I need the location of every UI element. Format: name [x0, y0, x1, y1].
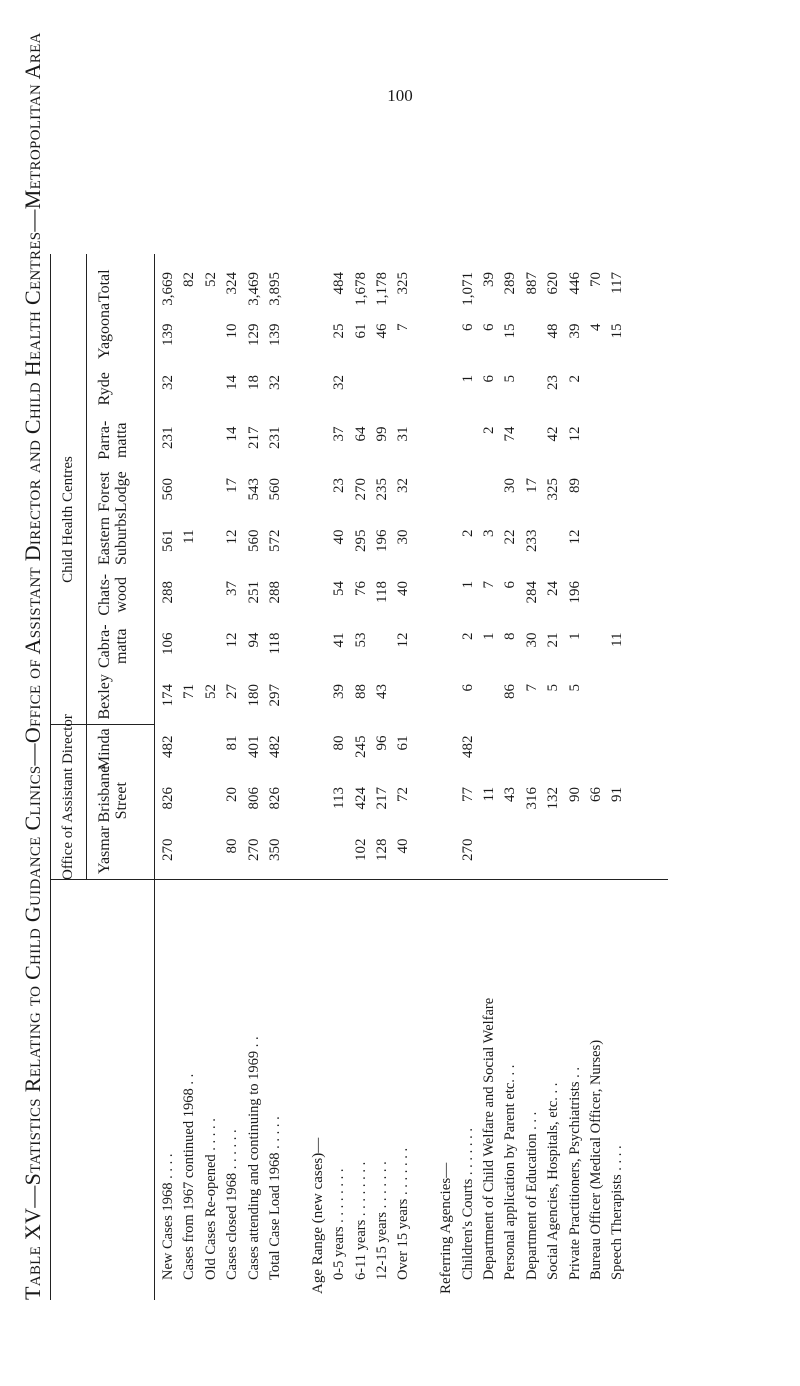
table-cell: 20: [224, 787, 241, 802]
leader-dots: . .: [181, 1073, 198, 1089]
row-label-text: Cases from 1967 continued 1968: [181, 1088, 198, 1280]
row-label: [374, 1161, 391, 1294]
table-cell: 174: [160, 684, 176, 707]
row-label: [567, 1067, 584, 1294]
table-cell: 288: [160, 581, 176, 604]
table-cell: 94: [245, 632, 262, 648]
row-label: [588, 1040, 605, 1294]
table-cell: 81: [224, 735, 241, 751]
table-cell: 117: [609, 272, 626, 294]
table-cell: 12: [224, 529, 241, 545]
table-cell: 30: [395, 529, 412, 545]
table-cell: 350: [267, 838, 283, 861]
table-cell: 251: [245, 581, 262, 604]
row-label-text: Referring Agencies—: [438, 1162, 455, 1294]
table-cell: 806: [245, 787, 262, 810]
table-cell: 2: [566, 375, 583, 383]
table-cell: 6: [459, 684, 476, 692]
table-cell: 316: [523, 787, 540, 810]
column-header: Chats-wood: [96, 573, 130, 616]
row-label-text: 0-5 years: [331, 1226, 348, 1280]
table-cell: 324: [224, 272, 241, 295]
table-cell: 270: [352, 478, 369, 501]
table-cell: 15: [502, 323, 519, 339]
table-cell: 7: [481, 581, 497, 589]
table-cell: 288: [267, 581, 283, 604]
table-cell: 39: [566, 323, 583, 339]
table-cell: 572: [267, 529, 283, 552]
row-label-text: Cases closed 1968: [224, 1172, 241, 1280]
table-cell: 1,178: [374, 272, 390, 306]
leader-dots: . .: [245, 1036, 262, 1051]
row-label: [203, 1118, 220, 1294]
table-cell: 8: [502, 632, 519, 640]
table-cell: 14: [224, 426, 241, 442]
table-cell: 37: [224, 581, 241, 596]
table-cell: 99: [374, 426, 390, 442]
table-cell: 401: [245, 735, 262, 758]
table-cell: 30: [502, 478, 519, 493]
row-label-text: Social Agencies, Hospitals, etc.: [545, 1097, 562, 1280]
table-cell: 52: [202, 272, 219, 287]
row-label-text: 12-15 years: [374, 1211, 390, 1280]
row-label-text: Total Case Load 1968: [267, 1152, 283, 1280]
group-header-rule: [86, 254, 87, 880]
table-cell: 560: [267, 478, 283, 501]
table-cell: 325: [545, 478, 562, 501]
table-cell: 32: [395, 478, 412, 493]
leader-dots: . . . . .: [202, 1118, 219, 1155]
row-label: [481, 998, 498, 1294]
table-cell: 46: [374, 323, 390, 339]
column-header: Brisbane Street: [96, 765, 130, 823]
table-cell: 446: [566, 272, 583, 295]
table-cell: 561: [160, 529, 176, 552]
table-cell: 40: [331, 529, 348, 545]
table-cell: 24: [545, 581, 562, 596]
table-cell: 64: [352, 426, 369, 442]
section-label: [310, 1138, 327, 1294]
table-cell: 620: [545, 272, 562, 295]
page-number: 100: [387, 86, 413, 105]
column-header: Yagoona: [96, 302, 113, 359]
table-cell: 71: [181, 684, 198, 699]
table-cell: 80: [224, 838, 241, 854]
leader-dots: . .: [566, 1066, 583, 1082]
table-cell: 12: [224, 632, 241, 648]
table-cell: 270: [459, 838, 476, 861]
table-cell: 41: [331, 632, 348, 648]
table-cell: 196: [566, 581, 583, 604]
group-header: Child Health Centres: [60, 456, 76, 583]
row-label: [502, 1065, 519, 1294]
table-cell: 543: [245, 478, 262, 501]
table-cell: 295: [352, 529, 369, 552]
table-cell: 2: [459, 632, 476, 640]
table-cell: 3,669: [160, 272, 176, 306]
table-cell: 2: [459, 529, 476, 537]
table-cell: 118: [267, 632, 283, 655]
table-cell: 22: [502, 529, 519, 545]
table-cell: 1: [481, 632, 497, 640]
table-cell: 6: [481, 375, 497, 383]
table-cell: 37: [331, 426, 348, 442]
table-cell: 484: [331, 272, 348, 295]
table-cell: 23: [331, 478, 348, 493]
table-cell: 27: [224, 684, 241, 699]
table-cell: 11: [481, 787, 497, 802]
table-cell: 12: [395, 632, 412, 648]
table-cell: 31: [395, 426, 412, 442]
table-cell: 118: [374, 581, 390, 603]
row-label-text: Speech Therapists: [609, 1174, 626, 1280]
table-cell: 196: [374, 529, 390, 552]
table-cell: 43: [374, 684, 390, 699]
table-cell: 6: [481, 323, 497, 331]
table-cell: 5: [566, 684, 583, 692]
table-cell: 53: [352, 632, 369, 648]
table-cell: 245: [352, 735, 369, 758]
table-cell: 91: [609, 787, 626, 802]
table-cell: 40: [395, 838, 412, 854]
row-label: [460, 1128, 477, 1294]
table-cell: 231: [160, 426, 176, 449]
leader-dots: . . .: [523, 1111, 540, 1134]
row-label-text: Cases attending and continuing to 1969: [245, 1050, 262, 1280]
column-header: Ryde: [96, 372, 113, 406]
table-cell: 113: [331, 787, 348, 809]
row-label: [160, 1154, 177, 1294]
table-cell: 235: [374, 478, 390, 501]
table-cell: 139: [267, 323, 283, 346]
table-cell: 11: [181, 529, 198, 544]
leader-dots: . . . . .: [267, 1116, 283, 1153]
table-cell: 6: [502, 581, 519, 589]
row-label-text: Department of Education: [523, 1133, 540, 1280]
table-cell: 14: [224, 375, 241, 390]
table-cell: 61: [395, 735, 412, 751]
table-cell: 270: [160, 838, 176, 861]
table-cell: 5: [545, 684, 562, 692]
table-cell: 70: [588, 272, 604, 287]
column-header: Total: [96, 269, 113, 303]
column-header: Minda: [96, 728, 113, 771]
table-cell: 66: [588, 787, 604, 802]
row-label: [609, 1145, 626, 1294]
row-label: [224, 1129, 241, 1294]
table-cell: 76: [352, 581, 369, 596]
table-cell: 3,895: [267, 272, 283, 306]
table-cell: 132: [545, 787, 562, 810]
table-cell: 17: [523, 478, 540, 493]
column-header: Eastern Suburbs: [96, 512, 130, 565]
table-cell: 30: [523, 632, 540, 648]
leader-dots: . . . . . . . .: [352, 1161, 369, 1220]
table-cell: 21: [545, 632, 562, 648]
table-cell: 284: [523, 581, 540, 604]
table-cell: 5: [502, 375, 519, 383]
row-label-text: Personal application by Parent etc.: [502, 1079, 519, 1280]
table-cell: 231: [267, 426, 283, 449]
row-label: [246, 1036, 263, 1294]
table-cell: 12: [566, 426, 583, 442]
table-title: Table XV—Statistics Relating to Child Guidance Clinics—Office of Assistant Director and Child Health Centres—Metropolitan Area: [20, 32, 45, 1300]
table-cell: 826: [267, 787, 283, 810]
table-cell: 77: [459, 787, 476, 802]
table-cell: 82: [181, 272, 198, 287]
row-label: [524, 1112, 541, 1294]
table-cell: 52: [202, 684, 219, 699]
table-cell: 48: [545, 323, 562, 339]
table-cell: 3: [481, 529, 497, 537]
table-cell: 42: [545, 426, 562, 442]
table-cell: 54: [331, 581, 348, 596]
table-cell: 88: [352, 684, 369, 699]
table-cell: 1: [459, 375, 476, 383]
table-cell: 102: [352, 838, 369, 861]
row-label-text: Age Range (new cases)—: [309, 1137, 326, 1294]
row-label: [395, 1148, 412, 1294]
table-cell: 289: [502, 272, 519, 295]
section-label: [438, 1163, 455, 1294]
leader-dots: . . . . . . . .: [331, 1168, 348, 1227]
table-cell: 325: [395, 272, 412, 295]
table-cell: 1: [566, 632, 583, 640]
table-cell: 233: [523, 529, 540, 552]
row-label: [331, 1168, 348, 1294]
row-label-text: Old Cases Re-opened: [202, 1154, 219, 1280]
table-cell: 1,678: [352, 272, 369, 306]
table-cell: 7: [523, 684, 540, 692]
row-label-text: Bureau Officer (Medical Officer, Nurses): [588, 1039, 604, 1280]
table-cell: 826: [160, 787, 176, 810]
leader-dots: . .: [545, 1082, 562, 1098]
table-cell: 139: [160, 323, 176, 346]
table-cell: 96: [374, 735, 390, 751]
table-cell: 129: [245, 323, 262, 346]
row-label-text: Children's Courts: [459, 1178, 476, 1280]
column-header: Forest Lodge: [96, 471, 130, 513]
table-cell: 180: [245, 684, 262, 707]
table-cell: 32: [160, 375, 176, 390]
leader-dots: . . . .: [609, 1145, 626, 1175]
table-cell: 217: [374, 787, 390, 810]
table-cell: 482: [160, 735, 176, 758]
column-header: Bexley: [96, 674, 113, 720]
table-cell: 7: [395, 323, 412, 331]
column-header: Parra-matta: [96, 420, 130, 460]
leader-dots: . . . . . . .: [395, 1147, 412, 1199]
table-cell: 270: [245, 838, 262, 861]
table-cell: 1: [459, 581, 476, 589]
table-cell: 2: [481, 426, 497, 434]
table-cell: 32: [331, 375, 348, 390]
table-cell: 217: [245, 426, 262, 449]
table-cell: 80: [331, 735, 348, 751]
table-cell: 297: [267, 684, 283, 707]
table-cell: 560: [245, 529, 262, 552]
table-cell: 128: [374, 838, 390, 861]
table-cell: 15: [609, 323, 626, 339]
table-cell: 74: [502, 426, 519, 442]
leader-dots: . .: [502, 1064, 519, 1080]
table-cell: 17: [224, 478, 241, 493]
table-cell: 23: [545, 375, 562, 390]
table-cell: 72: [395, 787, 412, 802]
table-top-rule: [50, 254, 51, 1300]
table-cell: 89: [566, 478, 583, 493]
table-cell: 106: [160, 632, 176, 655]
table-cell: 32: [267, 375, 283, 390]
table-cell: 424: [352, 787, 369, 810]
table-cell: 18: [245, 375, 262, 390]
column-header: Yasmar: [96, 825, 113, 874]
table-cell: 43: [502, 787, 519, 802]
row-label-text: Private Practitioners, Psychiatrists: [566, 1081, 583, 1280]
row-label-text: 6-11 years: [352, 1219, 369, 1280]
group-header: Office of Assistant Director: [60, 714, 76, 880]
row-label: [267, 1116, 284, 1294]
row-label-text: Department of Child Welfare and Social Welfare: [481, 997, 497, 1280]
row-label: [353, 1162, 370, 1294]
table-cell: 90: [566, 787, 583, 802]
table-cell: 40: [395, 581, 412, 596]
table-cell: 12: [566, 529, 583, 545]
rotated-table: [0, 32, 680, 1300]
leader-dots: . . . . . . .: [459, 1127, 476, 1179]
table-cell: 10: [224, 323, 241, 339]
table-cell: 887: [523, 272, 540, 295]
table-cell: 482: [459, 735, 476, 758]
table-cell: 86: [502, 684, 519, 699]
column-header: Cabra-matta: [96, 624, 130, 668]
table-cell: 482: [267, 735, 283, 758]
row-label-text: Over 15 years: [395, 1198, 412, 1280]
table-cell: 4: [588, 323, 604, 331]
row-label-text: New Cases 1968: [160, 1182, 176, 1280]
row-label: [181, 1074, 198, 1294]
table-cell: 25: [331, 323, 348, 339]
table-cell: 61: [352, 323, 369, 339]
row-label: [545, 1083, 562, 1294]
table-cell: 3,469: [245, 272, 262, 306]
leader-dots: . . . .: [160, 1153, 176, 1183]
table-cell: 1,071: [459, 272, 476, 306]
leader-dots: . . . . . . .: [374, 1161, 390, 1212]
table-cell: 39: [331, 684, 348, 699]
table-cell: 39: [481, 272, 497, 287]
leader-dots: . . . . . .: [224, 1129, 241, 1173]
column-header-rule: [154, 254, 155, 1300]
table-cell: 11: [609, 632, 626, 647]
table-cell: 6: [459, 323, 476, 331]
table-cell: 560: [160, 478, 176, 501]
